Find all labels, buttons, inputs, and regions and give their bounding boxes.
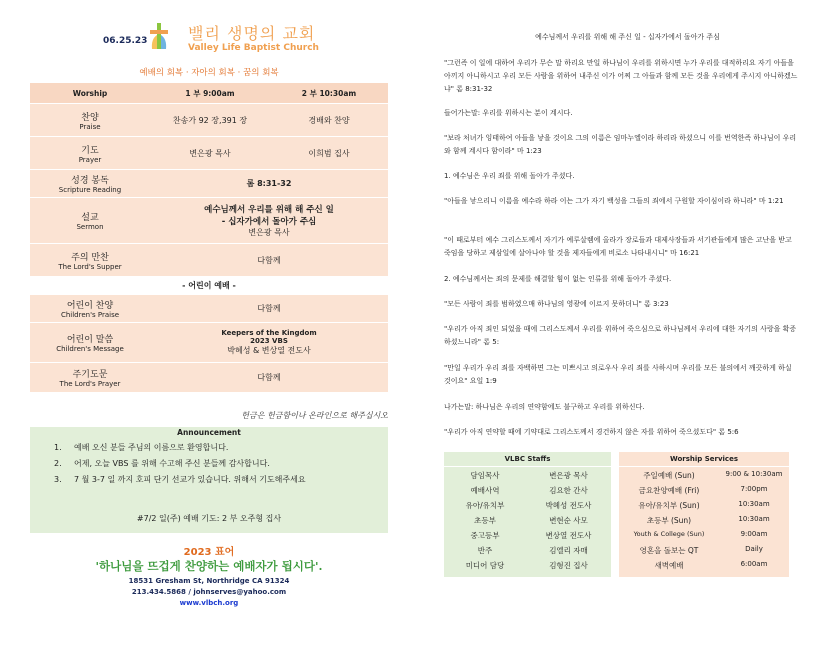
announcement-text: 어제, 오늘 VBS 를 위해 수고해 주신 분들께 감사합니다. — [74, 459, 270, 468]
all-together-cell: 다함께 — [150, 363, 388, 393]
worship-order-table — [30, 83, 388, 393]
sermon-paragraph: "우리가 아직 연약할 때에 기약대로 그리스도께서 경건하지 않은 자를 위하여 죽으셨도다" 롬 5:6 — [444, 428, 739, 436]
service-row — [619, 485, 789, 496]
service-row — [619, 530, 789, 538]
service-name: 주일예배 (Sun) — [643, 471, 695, 480]
service-row — [619, 470, 789, 481]
sermon-notes-page — [420, 0, 835, 645]
worship-row-sermon — [30, 198, 388, 244]
staff-row — [444, 470, 611, 481]
sermon-paragraph: 1. 예수님은 우리 죄를 위해 돌아가 주셨다. — [444, 172, 575, 180]
staff-row — [444, 530, 611, 541]
staff-role: 담임목사 — [470, 471, 500, 480]
all-together-cell: 다함께 — [150, 295, 388, 323]
announcement-number: 2. — [54, 459, 62, 468]
staff-name: 김형진 집사 — [549, 561, 588, 570]
staff-name: 변은광 목사 — [549, 471, 588, 480]
announcement-text: 7 월 3-7 일 까지 호피 단기 선교가 있습니다. 위해서 기도해주세요 — [74, 475, 306, 484]
kids-row-lords-prayer — [30, 363, 388, 393]
item-english: Prayer — [78, 155, 102, 164]
item-english: Scripture Reading — [58, 186, 122, 194]
church-motto: '하나님을 뜨겁게 찬양하는 예배자가 됩시다'. — [95, 559, 323, 573]
item-korean: 주의 만찬 — [71, 252, 109, 263]
item-korean: 주기도문 — [72, 370, 108, 380]
staff-row — [444, 515, 611, 526]
service-time: Daily — [745, 545, 763, 553]
staff-role: 반주 — [477, 546, 493, 555]
worship-row-scripture — [30, 170, 388, 198]
announcement-number: 1. — [54, 443, 62, 452]
all-together-cell: 다함께 — [150, 244, 388, 277]
cross-flame-logo-icon — [149, 23, 169, 49]
service-row — [619, 560, 789, 571]
service-time: 7:00pm — [740, 485, 768, 493]
sermon-notes-title: 예수님께서 우리를 위해 해 주신 일 - 십자가에서 돌아가 주심 — [535, 33, 720, 41]
staff-row — [444, 500, 611, 511]
services-title: Worship Services — [619, 452, 789, 467]
service-name: Youth & College (Sun) — [633, 530, 705, 538]
worship-header-col: Worship — [30, 83, 150, 104]
service-time: 9:00am — [740, 530, 768, 538]
staff-name: 변상열 전도사 — [545, 531, 592, 540]
service-time: 10:30am — [738, 500, 770, 508]
item-english: Praise — [79, 122, 101, 131]
service-name: 초등부 (Sun) — [646, 516, 692, 525]
item-korean: 어린이 찬양 — [66, 301, 114, 311]
sermon-paragraph: "우리가 아직 죄인 되었을 때에 그리스도께서 우리를 위하여 죽으심으로 하나님께서 우리에 대한 자기의 사랑을 확증하셨느니라" 롬 5: — [444, 325, 797, 346]
announcement-box — [30, 427, 388, 533]
kids-row-praise — [30, 295, 388, 323]
item-korean: 성경 봉독 — [71, 176, 109, 186]
kids-row-message — [30, 323, 388, 363]
church-address: 18531 Gresham St, Northridge CA 91324 — [128, 577, 290, 585]
worship-header-col: 2 부 10:30am — [270, 83, 388, 104]
sermon-title: 예수님께서 우리를 위해 해 주신 일 — [204, 205, 334, 215]
worship-header-col: 1 부 9:00am — [150, 83, 270, 104]
next-prayer-note: #7/2 일(주) 예배 기도: 2 부 오주형 집사 — [136, 514, 282, 523]
first-service-cell: 찬송가 92 장,391 장 — [150, 104, 270, 137]
service-row — [619, 545, 789, 556]
sermon-paragraph: "모든 사람이 죄를 범하였으매 하나님의 영광에 이르지 못하더니" 롬 3:23 — [444, 300, 669, 308]
service-time: 10:30am — [738, 515, 770, 523]
church-contact: 213.434.5868 / johnserves@yahoo.com — [131, 588, 287, 596]
announcement-text: 예배 오신 분들 주님의 이름으로 환영합니다. — [74, 443, 229, 452]
staff-name: 김요한 간사 — [549, 486, 588, 495]
church-theme: 예배의 회복 · 자아의 회복 · 꿈의 회복 — [139, 68, 279, 78]
item-korean: 찬양 — [81, 112, 99, 123]
sermon-paragraph: "이 때로부터 예수 그리스도께서 자기가 예루살렘에 올라가 장로들과 대제사장들과 서기관들에게 많은 고난을 받고 죽임을 당하고 제삼일에 살아나야 할 것을 제자들에게 비로소 나타내시니" 마 16:21 — [444, 236, 792, 257]
kids-worship-heading: - 어린이 예배 - — [30, 277, 388, 295]
worship-row-prayer — [30, 137, 388, 170]
staff-role: 초등부 — [474, 516, 496, 525]
vbs-title: Keepers of the Kingdom — [221, 329, 317, 337]
item-english: The Lord's Supper — [58, 262, 122, 271]
staff-role: 유아/유치부 — [465, 501, 505, 510]
staff-name: 김엘리 자매 — [549, 546, 588, 555]
announcement-item — [54, 456, 384, 472]
staff-role: 예배사역 — [470, 486, 500, 495]
item-english: Children's Message — [56, 345, 124, 353]
announcement-title: Announcement — [177, 428, 241, 437]
staff-role: 중고등부 — [470, 531, 500, 540]
offering-note: 헌금은 헌금함이나 온라인으로 해주십시오 — [241, 411, 388, 420]
service-time: 6:00am — [740, 560, 768, 568]
staff-name: 변현순 사모 — [549, 516, 588, 525]
service-time: 9:00 & 10:30am — [725, 470, 783, 478]
bulletin-date: 06.25.23 — [103, 36, 148, 46]
item-korean: 어린이 말씀 — [66, 335, 114, 345]
staffs-table — [444, 452, 611, 577]
service-row — [619, 515, 789, 526]
staffs-title: VLBC Staffs — [444, 452, 611, 467]
motto-year: 2023 표어 — [183, 547, 235, 558]
announcement-item — [54, 440, 384, 456]
first-service-cell: 변은광 목사 — [150, 137, 270, 170]
sermon-paragraph: 들어가는말: 우리를 위하시는 분이 계시다. — [444, 109, 573, 117]
service-name: 금요찬양예배 (Fri) — [638, 486, 700, 495]
announcement-item — [54, 472, 384, 488]
sermon-paragraph: 나가는말: 하나님은 우리의 연약함에도 불구하고 우리를 위하신다. — [444, 403, 645, 411]
service-row — [619, 500, 789, 511]
sermon-paragraph: "보라 처녀가 잉태하여 아들을 낳을 것이요 그의 이름은 임마누엘이라 하리라 하셨으니 이를 번역한즉 하나님이 우리와 함께 계시다 함이라" 마 1:23 — [444, 134, 797, 155]
worship-row-lords-supper — [30, 244, 388, 277]
worship-row-praise — [30, 104, 388, 137]
item-korean: 기도 — [81, 145, 99, 156]
announcement-number: 3. — [54, 475, 62, 484]
second-service-cell: 이희범 집사 — [270, 137, 388, 170]
sermon-subtitle: - 십자가에서 돌아가 주심 — [221, 217, 317, 227]
vbs-leaders: 박혜성 & 변상열 전도사 — [227, 346, 311, 355]
staff-role: 미디어 담당 — [465, 561, 505, 570]
item-english: Children's Praise — [60, 311, 120, 319]
staff-row — [444, 485, 611, 496]
item-korean: 설교 — [81, 213, 99, 223]
scripture-reference: 롬 8:31-32 — [150, 170, 388, 198]
second-service-cell: 경배와 찬양 — [270, 104, 388, 137]
church-name-korean: 밸리 생명의 교회 — [188, 24, 316, 43]
church-website-link[interactable]: www.vlbch.org — [179, 599, 239, 607]
sermon-pastor: 변은광 목사 — [248, 228, 290, 237]
announcement-list — [54, 440, 384, 488]
sermon-paragraph: "그런즉 이 일에 대하여 우리가 무슨 말 하리요 만일 하나님이 우리를 위하시면 누가 우리를 대적하리요 자기 아들을 아끼지 아니하시고 우리 모든 사람을 위하여 내주신 이가 어찌 그 아들과 함께 모든 것을 우리에게 주시지 아니하겠느냐" 롬 8:31-32 — [444, 59, 798, 93]
service-name: 영혼을 돌보는 QT — [639, 546, 699, 555]
worship-services-table — [619, 452, 789, 577]
service-name: 유아/유치부 (Sun) — [638, 501, 700, 510]
service-name: 새벽예배 — [654, 561, 684, 570]
sermon-paragraph: "만일 우리가 우리 죄를 자백하면 그는 미쁘시고 의로우사 우리 죄를 사하시며 우리를 모든 불의에서 깨끗하게 하실 것이요" 요일 1:9 — [444, 364, 792, 385]
staff-name: 박혜성 전도사 — [545, 501, 592, 510]
kids-worship-heading-row — [30, 277, 388, 295]
sermon-paragraph: 2. 예수님께서는 죄의 문제를 해결할 힘이 없는 인류를 위해 돌아가 주셨다. — [444, 275, 672, 283]
sermon-paragraph: "아들을 낳으리니 이름을 예수라 하라 이는 그가 자기 백성을 그들의 죄에서 구원할 자이심이라 하니라" 마 1:21 — [444, 197, 784, 205]
staff-row — [444, 560, 611, 571]
worship-table-header — [30, 83, 388, 104]
vbs-year: 2023 VBS — [250, 337, 288, 345]
item-english: Sermon — [76, 223, 104, 231]
item-english: The Lord's Prayer — [59, 380, 121, 388]
staff-row — [444, 545, 611, 556]
church-name-english: Valley Life Baptist Church — [188, 43, 319, 53]
